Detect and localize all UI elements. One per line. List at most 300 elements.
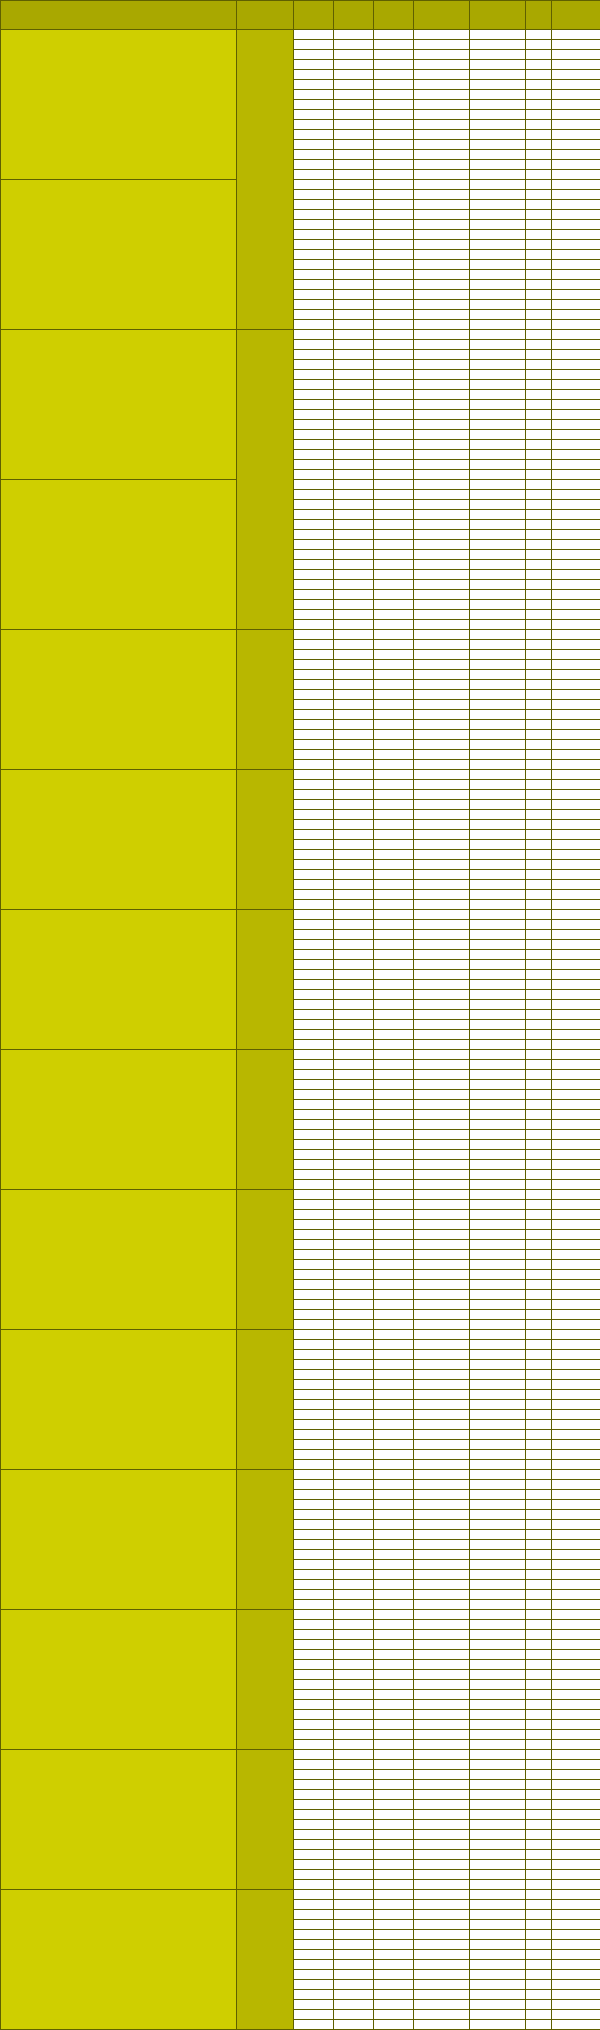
- header-class: [237, 1, 294, 30]
- value-cell: [414, 180, 470, 190]
- value-cell: [526, 1690, 552, 1700]
- table-row: [1, 910, 600, 920]
- value-cell: [552, 470, 600, 480]
- value-cell: [552, 900, 600, 910]
- value-cell: [414, 300, 470, 310]
- value-cell: [334, 210, 374, 220]
- value-cell: [334, 1640, 374, 1650]
- value-cell: [374, 80, 414, 90]
- value-cell: [470, 680, 526, 690]
- value-cell: [294, 1780, 334, 1790]
- value-cell: [414, 200, 470, 210]
- value-cell: [374, 1190, 414, 1200]
- value-cell: [374, 660, 414, 670]
- value-cell: [552, 2010, 600, 2020]
- value-cell: [552, 1740, 600, 1750]
- value-cell: [470, 190, 526, 200]
- value-cell: [470, 700, 526, 710]
- value-cell: [334, 1400, 374, 1410]
- value-cell: [552, 530, 600, 540]
- value-cell: [414, 1560, 470, 1570]
- value-cell: [334, 420, 374, 430]
- value-cell: [334, 160, 374, 170]
- value-cell: [374, 1200, 414, 1210]
- value-cell: [414, 1000, 470, 1010]
- value-cell: [374, 1670, 414, 1680]
- value-cell: [374, 1450, 414, 1460]
- value-cell: [414, 880, 470, 890]
- value-cell: [374, 70, 414, 80]
- value-cell: [414, 780, 470, 790]
- value-cell: [470, 370, 526, 380]
- value-cell: [470, 1180, 526, 1190]
- value-cell: [414, 700, 470, 710]
- value-cell: [294, 1960, 334, 1970]
- value-cell: [470, 1520, 526, 1530]
- value-cell: [526, 890, 552, 900]
- value-cell: [552, 940, 600, 950]
- value-cell: [294, 560, 334, 570]
- value-cell: [414, 1240, 470, 1250]
- value-cell: [334, 620, 374, 630]
- value-cell: [526, 400, 552, 410]
- value-cell: [470, 120, 526, 130]
- value-cell: [334, 1680, 374, 1690]
- value-cell: [552, 1220, 600, 1230]
- value-cell: [470, 990, 526, 1000]
- value-cell: [552, 830, 600, 840]
- value-cell: [334, 550, 374, 560]
- value-cell: [374, 1640, 414, 1650]
- value-cell: [414, 1030, 470, 1040]
- value-cell: [334, 1710, 374, 1720]
- value-cell: [374, 900, 414, 910]
- value-cell: [526, 1440, 552, 1450]
- value-cell: [374, 220, 414, 230]
- value-cell: [470, 260, 526, 270]
- value-cell: [552, 1590, 600, 1600]
- value-cell: [414, 430, 470, 440]
- value-cell: [294, 1330, 334, 1340]
- value-cell: [294, 420, 334, 430]
- value-cell: [294, 1000, 334, 1010]
- value-cell: [374, 1980, 414, 1990]
- value-cell: [470, 600, 526, 610]
- value-cell: [374, 1480, 414, 1490]
- value-cell: [526, 2020, 552, 2030]
- value-cell: [334, 440, 374, 450]
- value-cell: [526, 1790, 552, 1800]
- value-cell: [470, 1850, 526, 1860]
- value-cell: [552, 1030, 600, 1040]
- value-cell: [374, 1260, 414, 1270]
- value-cell: [414, 980, 470, 990]
- table-row: [1, 1610, 600, 1620]
- equipment-name-cell: [1, 480, 237, 630]
- table-body: [1, 30, 600, 2030]
- value-cell: [334, 390, 374, 400]
- value-cell: [414, 1780, 470, 1790]
- value-cell: [414, 600, 470, 610]
- value-cell: [334, 1060, 374, 1070]
- value-cell: [414, 1180, 470, 1190]
- value-cell: [334, 1460, 374, 1470]
- value-cell: [374, 1690, 414, 1700]
- value-cell: [414, 1870, 470, 1880]
- value-cell: [414, 1600, 470, 1610]
- value-cell: [334, 980, 374, 990]
- header-equipment: [1, 1, 237, 30]
- value-cell: [552, 1120, 600, 1130]
- equipment-name-cell: [1, 1750, 237, 1890]
- value-cell: [374, 90, 414, 100]
- value-cell: [414, 750, 470, 760]
- value-cell: [552, 220, 600, 230]
- value-cell: [414, 240, 470, 250]
- equipment-name-cell: [1, 330, 237, 480]
- value-cell: [526, 560, 552, 570]
- value-cell: [414, 810, 470, 820]
- value-cell: [470, 1500, 526, 1510]
- value-cell: [526, 100, 552, 110]
- value-cell: [414, 990, 470, 1000]
- value-cell: [526, 450, 552, 460]
- value-cell: [414, 1170, 470, 1180]
- value-cell: [294, 510, 334, 520]
- value-cell: [414, 1710, 470, 1720]
- value-cell: [374, 1770, 414, 1780]
- value-cell: [374, 300, 414, 310]
- value-cell: [470, 320, 526, 330]
- value-cell: [526, 1940, 552, 1950]
- value-cell: [334, 680, 374, 690]
- value-cell: [552, 1490, 600, 1500]
- value-cell: [470, 300, 526, 310]
- value-cell: [374, 890, 414, 900]
- value-cell: [526, 1180, 552, 1190]
- value-cell: [552, 1510, 600, 1520]
- value-cell: [414, 440, 470, 450]
- value-cell: [552, 2000, 600, 2010]
- value-cell: [374, 560, 414, 570]
- value-cell: [526, 920, 552, 930]
- value-cell: [526, 410, 552, 420]
- value-cell: [526, 1600, 552, 1610]
- value-cell: [526, 1970, 552, 1980]
- value-cell: [294, 120, 334, 130]
- value-cell: [470, 650, 526, 660]
- value-cell: [470, 1280, 526, 1290]
- value-cell: [470, 1440, 526, 1450]
- value-cell: [294, 1610, 334, 1620]
- value-cell: [334, 140, 374, 150]
- value-cell: [552, 1550, 600, 1560]
- value-cell: [294, 1390, 334, 1400]
- value-cell: [470, 1270, 526, 1280]
- value-cell: [526, 690, 552, 700]
- value-cell: [526, 2010, 552, 2020]
- value-cell: [552, 1600, 600, 1610]
- value-cell: [334, 1560, 374, 1570]
- value-cell: [294, 830, 334, 840]
- value-cell: [374, 1490, 414, 1500]
- value-cell: [526, 1760, 552, 1770]
- value-cell: [294, 1660, 334, 1670]
- value-cell: [470, 1420, 526, 1430]
- value-cell: [414, 450, 470, 460]
- value-cell: [334, 330, 374, 340]
- value-cell: [414, 720, 470, 730]
- value-cell: [414, 870, 470, 880]
- value-cell: [526, 1160, 552, 1170]
- value-cell: [526, 230, 552, 240]
- value-cell: [414, 290, 470, 300]
- value-cell: [294, 1820, 334, 1830]
- value-cell: [414, 190, 470, 200]
- value-cell: [552, 880, 600, 890]
- value-cell: [526, 1240, 552, 1250]
- value-cell: [414, 820, 470, 830]
- value-cell: [294, 300, 334, 310]
- value-cell: [414, 150, 470, 160]
- value-cell: [294, 1810, 334, 1820]
- value-cell: [470, 890, 526, 900]
- value-cell: [470, 420, 526, 430]
- value-cell: [374, 680, 414, 690]
- value-cell: [414, 630, 470, 640]
- value-cell: [526, 1880, 552, 1890]
- value-cell: [334, 40, 374, 50]
- value-cell: [470, 1600, 526, 1610]
- value-cell: [526, 550, 552, 560]
- value-cell: [294, 890, 334, 900]
- value-cell: [470, 1900, 526, 1910]
- value-cell: [526, 60, 552, 70]
- value-cell: [334, 1290, 374, 1300]
- value-cell: [526, 200, 552, 210]
- value-cell: [334, 570, 374, 580]
- value-cell: [526, 610, 552, 620]
- value-cell: [294, 1840, 334, 1850]
- value-cell: [374, 360, 414, 370]
- value-cell: [552, 1190, 600, 1200]
- value-cell: [552, 1900, 600, 1910]
- value-cell: [374, 1240, 414, 1250]
- value-cell: [470, 1740, 526, 1750]
- value-cell: [334, 690, 374, 700]
- value-cell: [552, 1910, 600, 1920]
- value-cell: [294, 2010, 334, 2020]
- value-cell: [334, 1770, 374, 1780]
- value-cell: [414, 1110, 470, 1120]
- value-cell: [294, 50, 334, 60]
- value-cell: [470, 1640, 526, 1650]
- value-cell: [470, 1020, 526, 1030]
- value-cell: [334, 1850, 374, 1860]
- value-cell: [552, 190, 600, 200]
- value-cell: [374, 2000, 414, 2010]
- value-cell: [294, 1770, 334, 1780]
- value-cell: [526, 720, 552, 730]
- value-cell: [294, 1190, 334, 1200]
- value-cell: [374, 570, 414, 580]
- value-cell: [526, 1670, 552, 1680]
- value-cell: [526, 1550, 552, 1560]
- value-cell: [374, 1810, 414, 1820]
- value-cell: [526, 1780, 552, 1790]
- value-cell: [552, 180, 600, 190]
- value-cell: [334, 1610, 374, 1620]
- value-cell: [334, 870, 374, 880]
- value-cell: [552, 290, 600, 300]
- class-cell: [237, 770, 294, 910]
- value-cell: [374, 1070, 414, 1080]
- value-cell: [294, 1350, 334, 1360]
- value-cell: [334, 190, 374, 200]
- value-cell: [414, 1760, 470, 1770]
- value-cell: [470, 1290, 526, 1300]
- value-cell: [552, 860, 600, 870]
- value-cell: [526, 1980, 552, 1990]
- value-cell: [552, 160, 600, 170]
- value-cell: [294, 770, 334, 780]
- value-cell: [470, 1820, 526, 1830]
- value-cell: [414, 940, 470, 950]
- value-cell: [470, 1980, 526, 1990]
- value-cell: [470, 610, 526, 620]
- value-cell: [294, 470, 334, 480]
- value-cell: [552, 1260, 600, 1270]
- value-cell: [294, 1790, 334, 1800]
- value-cell: [374, 780, 414, 790]
- value-cell: [552, 1460, 600, 1470]
- value-cell: [414, 470, 470, 480]
- value-cell: [526, 470, 552, 480]
- value-cell: [552, 570, 600, 580]
- value-cell: [294, 1700, 334, 1710]
- header-max-attack: [374, 1, 414, 30]
- value-cell: [414, 1340, 470, 1350]
- value-cell: [552, 70, 600, 80]
- value-cell: [470, 1800, 526, 1810]
- value-cell: [552, 670, 600, 680]
- value-cell: [374, 1900, 414, 1910]
- value-cell: [414, 1660, 470, 1670]
- value-cell: [526, 910, 552, 920]
- value-cell: [414, 340, 470, 350]
- value-cell: [526, 1150, 552, 1160]
- value-cell: [374, 1850, 414, 1860]
- value-cell: [526, 1270, 552, 1280]
- value-cell: [470, 730, 526, 740]
- value-cell: [294, 1290, 334, 1300]
- value-cell: [294, 750, 334, 760]
- value-cell: [526, 1090, 552, 1100]
- value-cell: [526, 1820, 552, 1830]
- value-cell: [374, 50, 414, 60]
- value-cell: [470, 1080, 526, 1090]
- value-cell: [414, 410, 470, 420]
- value-cell: [552, 1850, 600, 1860]
- value-cell: [294, 450, 334, 460]
- value-cell: [414, 1650, 470, 1660]
- value-cell: [334, 810, 374, 820]
- value-cell: [414, 710, 470, 720]
- value-cell: [374, 160, 414, 170]
- value-cell: [552, 550, 600, 560]
- value-cell: [526, 480, 552, 490]
- value-cell: [470, 270, 526, 280]
- value-cell: [552, 1310, 600, 1320]
- value-cell: [470, 2010, 526, 2020]
- value-cell: [552, 110, 600, 120]
- value-cell: [374, 1400, 414, 1410]
- value-cell: [374, 1030, 414, 1040]
- value-cell: [526, 440, 552, 450]
- value-cell: [470, 100, 526, 110]
- value-cell: [470, 1550, 526, 1560]
- value-cell: [294, 1270, 334, 1280]
- value-cell: [294, 1450, 334, 1460]
- value-cell: [414, 1900, 470, 1910]
- value-cell: [414, 1840, 470, 1850]
- value-cell: [334, 1150, 374, 1160]
- header-enchant-level: [294, 1, 334, 30]
- equipment-name-cell: [1, 770, 237, 910]
- value-cell: [334, 760, 374, 770]
- value-cell: [526, 1950, 552, 1960]
- value-cell: [374, 730, 414, 740]
- value-cell: [374, 1130, 414, 1140]
- value-cell: [526, 1590, 552, 1600]
- header-max-magic-attack: [470, 1, 526, 30]
- value-cell: [526, 1990, 552, 2000]
- value-cell: [526, 1850, 552, 1860]
- value-cell: [526, 800, 552, 810]
- value-cell: [552, 50, 600, 60]
- value-cell: [294, 1520, 334, 1530]
- value-cell: [294, 80, 334, 90]
- value-cell: [470, 150, 526, 160]
- value-cell: [374, 530, 414, 540]
- value-cell: [294, 280, 334, 290]
- value-cell: [334, 1390, 374, 1400]
- value-cell: [414, 560, 470, 570]
- value-cell: [334, 730, 374, 740]
- value-cell: [374, 310, 414, 320]
- value-cell: [470, 360, 526, 370]
- value-cell: [552, 90, 600, 100]
- value-cell: [294, 320, 334, 330]
- value-cell: [552, 240, 600, 250]
- value-cell: [552, 420, 600, 430]
- value-cell: [414, 1950, 470, 1960]
- value-cell: [526, 820, 552, 830]
- value-cell: [526, 840, 552, 850]
- value-cell: [294, 2020, 334, 2030]
- value-cell: [552, 1210, 600, 1220]
- value-cell: [414, 110, 470, 120]
- class-cell: [237, 1190, 294, 1330]
- value-cell: [414, 580, 470, 590]
- value-cell: [552, 1540, 600, 1550]
- value-cell: [294, 1600, 334, 1610]
- equipment-name-cell: [1, 1050, 237, 1190]
- value-cell: [334, 1420, 374, 1430]
- value-cell: [334, 1260, 374, 1270]
- value-cell: [526, 1350, 552, 1360]
- value-cell: [374, 1410, 414, 1420]
